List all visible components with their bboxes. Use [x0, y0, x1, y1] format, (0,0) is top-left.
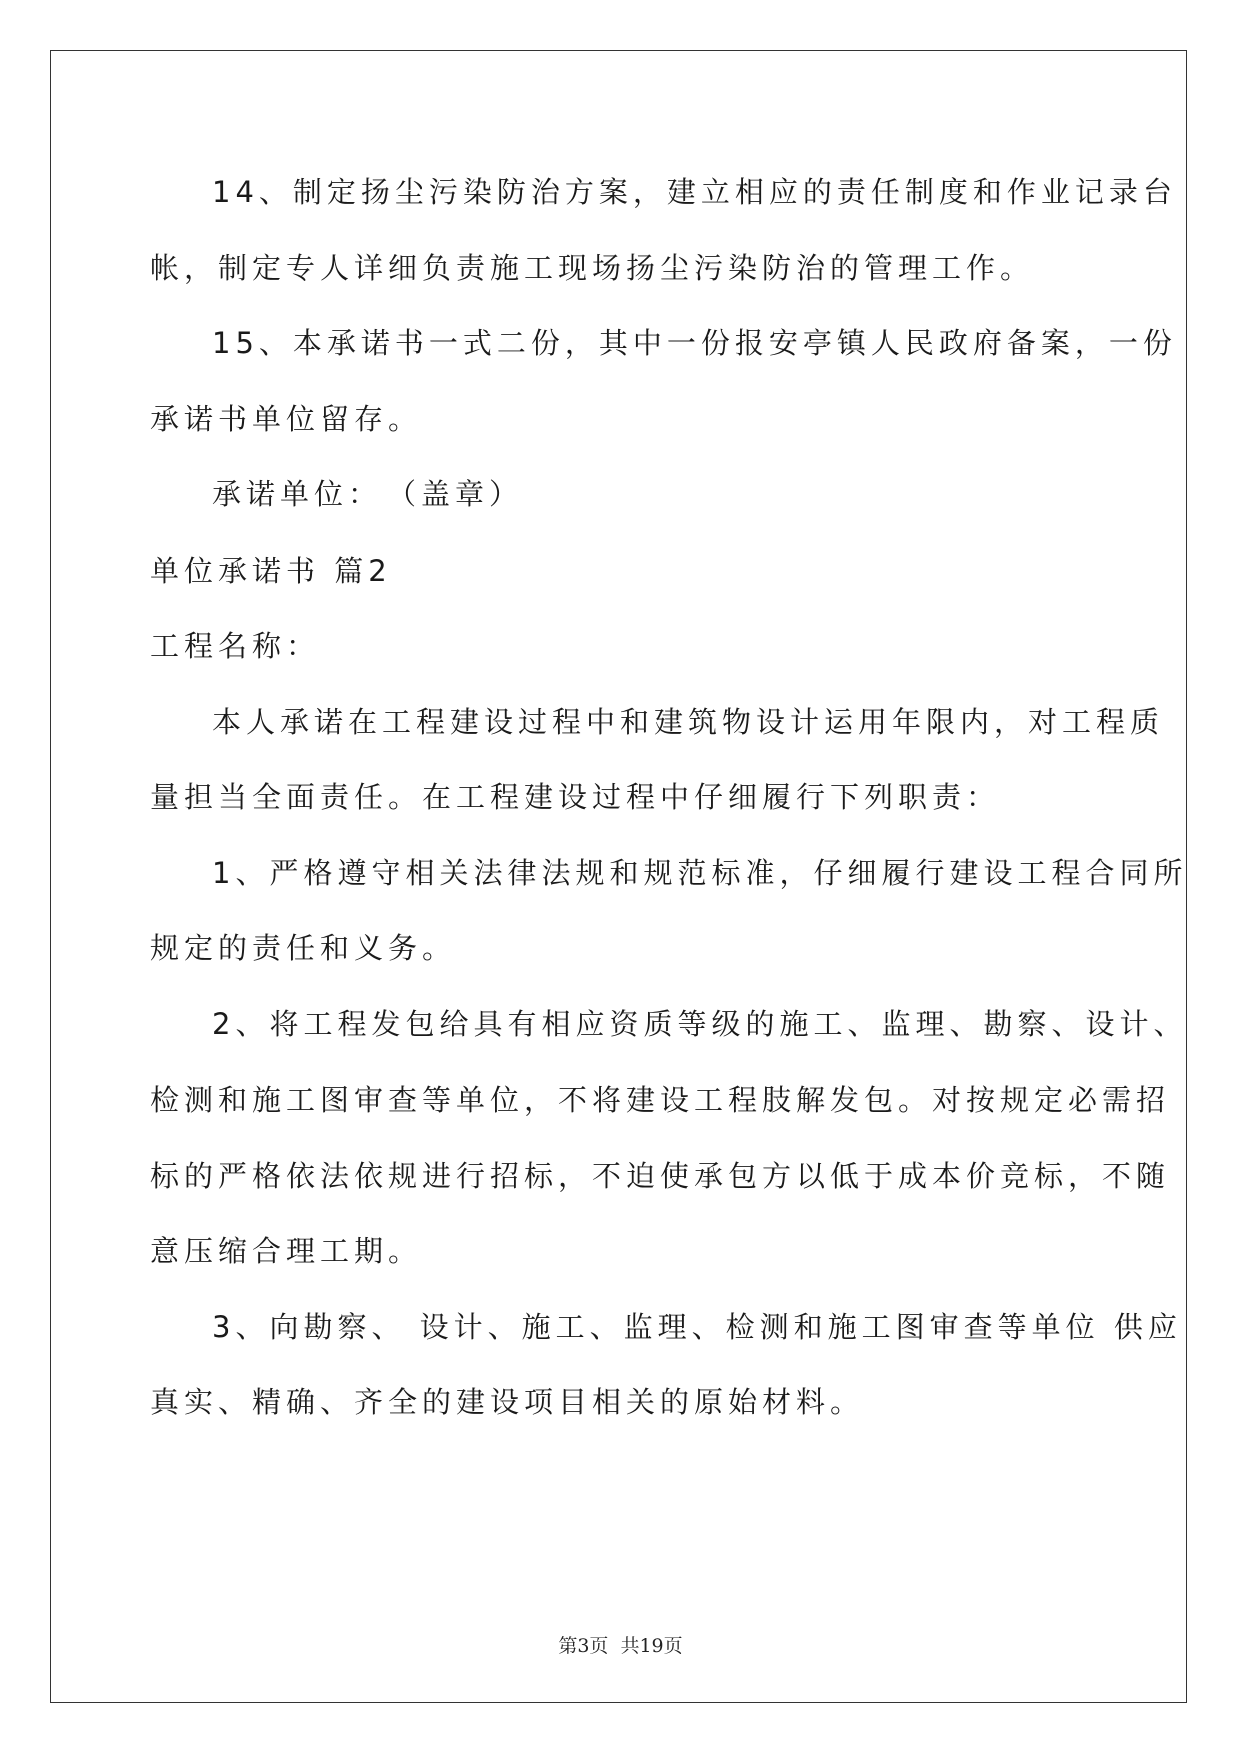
intro-line-2: 量担当全面责任。在工程建设过程中仔细履行下列职责： — [150, 780, 1001, 814]
page-number: 第3页 — [558, 1635, 609, 1657]
item-1-line-1: 1、严格遵守相关法律法规和规范标准，仔细履行建设工程合同所 — [212, 856, 1188, 890]
section-heading: 单位承诺书 篇2 — [150, 554, 392, 588]
project-name-label: 工程名称： — [150, 629, 321, 663]
item-2-line-4: 意压缩合理工期。 — [150, 1234, 423, 1268]
item-1-line-2: 规定的责任和义务。 — [150, 931, 457, 965]
page-total: 共19页 — [620, 1635, 683, 1657]
item-2-line-1: 2、将工程发包给具有相应资质等级的施工、监理、勘察、设计、 — [212, 1007, 1188, 1041]
page-footer — [0, 1634, 1241, 1658]
item-2-line-3: 标的严格依法依规进行招标，不迫使承包方以低于成本价竞标，不随 — [150, 1159, 1171, 1193]
item-2-line-2: 检测和施工图审查等单位，不将建设工程肢解发包。对按规定必需招 — [150, 1083, 1171, 1117]
paragraph-15-line-1: 15、本承诺书一式二份，其中一份报安亭镇人民政府备案，一份 — [212, 326, 1177, 360]
item-3-line-1: 3、向勘察、 设计、施工、监理、检测和施工图审查等单位 供应 — [212, 1310, 1182, 1344]
paragraph-14-line-2: 帐，制定专人详细负责施工现场扬尘污染防治的管理工作。 — [150, 251, 1035, 285]
paragraph-14-line-1: 14、制定扬尘污染防治方案，建立相应的责任制度和作业记录台 — [212, 175, 1177, 209]
item-3-line-2: 真实、精确、齐全的建设项目相关的原始材料。 — [150, 1385, 865, 1419]
paragraph-15-line-2: 承诺书单位留存。 — [150, 402, 423, 436]
signature-line: 承诺单位： （盖章） — [212, 477, 524, 511]
intro-line-1: 本人承诺在工程建设过程中和建筑物设计运用年限内，对工程质 — [212, 705, 1165, 739]
